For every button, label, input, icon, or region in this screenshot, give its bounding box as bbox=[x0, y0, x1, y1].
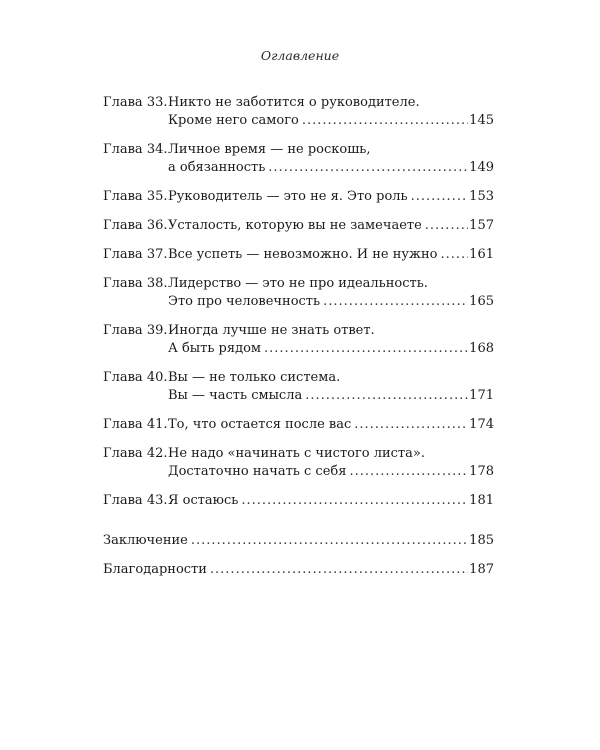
dot-leader bbox=[440, 246, 468, 264]
section-title: Заключение bbox=[103, 533, 188, 548]
chapter-title-line-1: Иногда лучше не знать ответ. bbox=[168, 323, 375, 338]
chapter-title: Руководитель — это не я. Это роль bbox=[168, 189, 408, 204]
page-number: 187 bbox=[469, 562, 494, 577]
page-number: 174 bbox=[469, 417, 494, 432]
toc-entry-chapter-35[interactable] bbox=[103, 188, 494, 206]
chapter-title: Все успеть — невозможно. И не нужно bbox=[168, 247, 438, 262]
chapter-number: Глава 38. bbox=[103, 276, 168, 291]
page-title: Оглавление bbox=[260, 48, 340, 63]
chapter-title: Усталость, которую вы не замечаете bbox=[168, 218, 422, 233]
page-number: 145 bbox=[469, 113, 494, 128]
toc-entry-acknowledgements[interactable] bbox=[103, 561, 494, 579]
chapter-title-line-1: Никто не заботится о руководителе. bbox=[168, 95, 420, 110]
toc-entry-chapter-33[interactable] bbox=[103, 94, 494, 130]
dot-leader bbox=[264, 340, 468, 358]
chapter-title-line-2: Это про человечность bbox=[168, 294, 321, 309]
chapter-number: Глава 33. bbox=[103, 95, 168, 110]
dot-leader bbox=[305, 387, 468, 405]
dot-leader bbox=[302, 112, 468, 130]
toc-entry-chapter-42[interactable] bbox=[103, 445, 494, 481]
chapter-title-line-2: а обязанность bbox=[168, 160, 266, 175]
page-number: 171 bbox=[469, 388, 494, 403]
chapter-title-line-2: Вы — часть смысла bbox=[168, 388, 303, 403]
toc-entry-chapter-39[interactable] bbox=[103, 322, 494, 358]
chapter-title-line-2: А быть рядом bbox=[168, 341, 262, 356]
chapter-title-line-2: Кроме него самого bbox=[168, 113, 299, 128]
chapter-number: Глава 36. bbox=[103, 218, 168, 233]
page-number: 153 bbox=[469, 189, 494, 204]
toc-entry-chapter-41[interactable] bbox=[103, 416, 494, 434]
dot-leader bbox=[241, 492, 468, 510]
chapter-title: Я остаюсь bbox=[168, 493, 239, 508]
dot-leader bbox=[425, 217, 468, 235]
chapter-title: То, что остается после вас bbox=[168, 417, 352, 432]
dot-leader bbox=[354, 416, 468, 434]
chapter-title-line-1: Личное время — не роскошь, bbox=[168, 142, 371, 157]
toc-entry-chapter-40[interactable] bbox=[103, 369, 494, 405]
dot-leader bbox=[349, 463, 468, 481]
chapter-number: Глава 43. bbox=[103, 493, 168, 508]
chapter-title-line-1: Вы — не только система. bbox=[168, 370, 341, 385]
table-of-contents bbox=[103, 94, 494, 590]
chapter-title-line-2: Достаточно начать с себя bbox=[168, 464, 347, 479]
page-number: 185 bbox=[469, 533, 494, 548]
chapter-number: Глава 37. bbox=[103, 247, 168, 262]
chapter-number: Глава 41. bbox=[103, 417, 168, 432]
chapter-number: Глава 39. bbox=[103, 323, 168, 338]
toc-entry-conclusion[interactable] bbox=[103, 532, 494, 550]
page-number: 181 bbox=[469, 493, 494, 508]
toc-entry-chapter-37[interactable] bbox=[103, 246, 494, 264]
chapter-number: Глава 42. bbox=[103, 446, 168, 461]
page-number: 161 bbox=[469, 247, 494, 262]
page-number: 149 bbox=[469, 160, 494, 175]
toc-entry-chapter-34[interactable] bbox=[103, 141, 494, 177]
dot-leader bbox=[268, 159, 468, 177]
toc-entry-chapter-43[interactable] bbox=[103, 492, 494, 510]
dot-leader bbox=[191, 532, 468, 550]
page-number: 168 bbox=[469, 341, 494, 356]
page-number: 178 bbox=[469, 464, 494, 479]
chapter-number: Глава 34. bbox=[103, 142, 168, 157]
toc-entry-chapter-36[interactable] bbox=[103, 217, 494, 235]
dot-leader bbox=[411, 188, 469, 206]
chapter-number: Глава 40. bbox=[103, 370, 168, 385]
toc-entry-chapter-38[interactable] bbox=[103, 275, 494, 311]
page-number: 157 bbox=[469, 218, 494, 233]
page-number: 165 bbox=[469, 294, 494, 309]
chapter-title-line-1: Лидерство — это не про идеальность. bbox=[168, 276, 428, 291]
chapter-title-line-1: Не надо «начинать с чистого листа». bbox=[168, 446, 425, 461]
dot-leader bbox=[210, 561, 468, 579]
section-title: Благодарности bbox=[103, 562, 207, 577]
chapter-number: Глава 35. bbox=[103, 189, 168, 204]
dot-leader bbox=[323, 293, 468, 311]
